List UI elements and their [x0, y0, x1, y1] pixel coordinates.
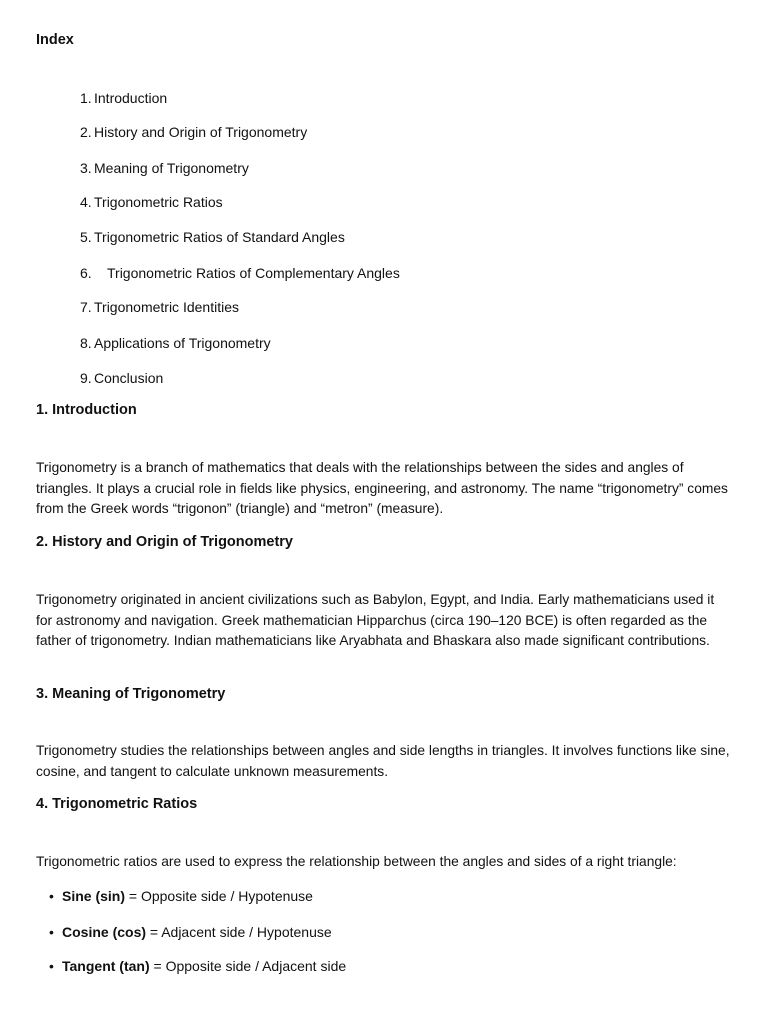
section-heading-history: 2. History and Origin of Trigonometry — [36, 534, 293, 550]
toc-item-number: 4. — [80, 194, 92, 210]
section-body-meaning: Trigonometry studies the relationships between angles and side lengths in triangles. It involves functions like sine, cosine, and tangent to calculate unknown measurements. — [36, 743, 730, 779]
bullet-icon: • — [49, 924, 54, 940]
toc-item-standard-angles[interactable] — [80, 228, 345, 246]
toc-item-label: History and Origin of Trigonometry — [94, 124, 308, 140]
toc-item-ratios[interactable] — [80, 193, 223, 211]
ratio-term: Tangent (tan) — [62, 958, 150, 974]
toc-item-history[interactable] — [80, 123, 307, 141]
section-heading-meaning: 3. Meaning of Trigonometry — [36, 686, 226, 702]
toc-item-label: Introduction — [94, 90, 168, 106]
ratio-definition: = Opposite side / Hypotenuse — [125, 888, 313, 904]
section-body-introduction: Trigonometry is a branch of mathematics that deals with the relationships between the sides and angles of triangles. It plays a crucial role in fields like physics, engineering, and astronomy. The name “trigonometry” comes from the Greek words “trigonon” (triangle) and “metron” (measure). — [36, 460, 728, 516]
section-heading-ratios: 4. Trigonometric Ratios — [36, 796, 198, 812]
toc-item-number: 7. — [80, 299, 92, 315]
ratio-definition: = Opposite side / Adjacent side — [149, 958, 347, 974]
section-body-ratios: Trigonometric ratios are used to express the relationship between the angles and sides of a right triangle: — [36, 854, 677, 869]
bullet-icon: • — [49, 888, 54, 904]
toc-item-identities[interactable] — [80, 298, 239, 316]
bullet-icon: • — [49, 958, 54, 974]
toc-item-complementary-angles[interactable] — [80, 264, 400, 282]
list-item — [36, 957, 346, 975]
toc-item-number: 2. — [80, 124, 92, 140]
toc-item-label: Meaning of Trigonometry — [94, 160, 249, 176]
list-item — [36, 923, 332, 941]
section-heading-introduction: 1. Introduction — [36, 402, 137, 418]
section-body-history: Trigonometry originated in ancient civilizations such as Babylon, Egypt, and India. Early mathematicians used it for astronomy and navigation. Greek mathematician Hipparchus (circa 190–120 BCE) is often regarded as the father of trigonometry. Indian mathematicians like Aryabhata and Bhaskara also made significant contributions. — [36, 592, 715, 648]
ratio-term: Sine (sin) — [62, 888, 126, 904]
toc-item-label: Applications of Trigonometry — [94, 335, 271, 351]
toc-item-number: 1. — [80, 90, 92, 106]
toc-item-number: 9. — [80, 370, 92, 386]
index-title: Index — [36, 32, 74, 48]
toc-item-label: Trigonometric Identities — [94, 299, 239, 315]
toc-item-number: 5. — [80, 229, 92, 245]
ratio-term: Cosine (cos) — [62, 924, 147, 940]
toc-item-number: 8. — [80, 335, 92, 351]
list-item — [36, 887, 313, 905]
ratio-definition: = Adjacent side / Hypotenuse — [146, 924, 332, 940]
toc-item-number: 3. — [80, 160, 92, 176]
toc-item-label: Trigonometric Ratios of Complementary Angles — [107, 265, 400, 281]
toc-item-meaning[interactable] — [80, 159, 249, 177]
toc-item-label: Trigonometric Ratios of Standard Angles — [94, 229, 345, 245]
toc-item-label: Trigonometric Ratios — [94, 194, 223, 210]
toc-item-introduction[interactable] — [80, 89, 167, 107]
toc-item-applications[interactable] — [80, 334, 271, 352]
toc-item-number: 6. — [80, 265, 92, 281]
toc-item-label: Conclusion — [94, 370, 164, 386]
toc-item-conclusion[interactable] — [80, 369, 163, 387]
